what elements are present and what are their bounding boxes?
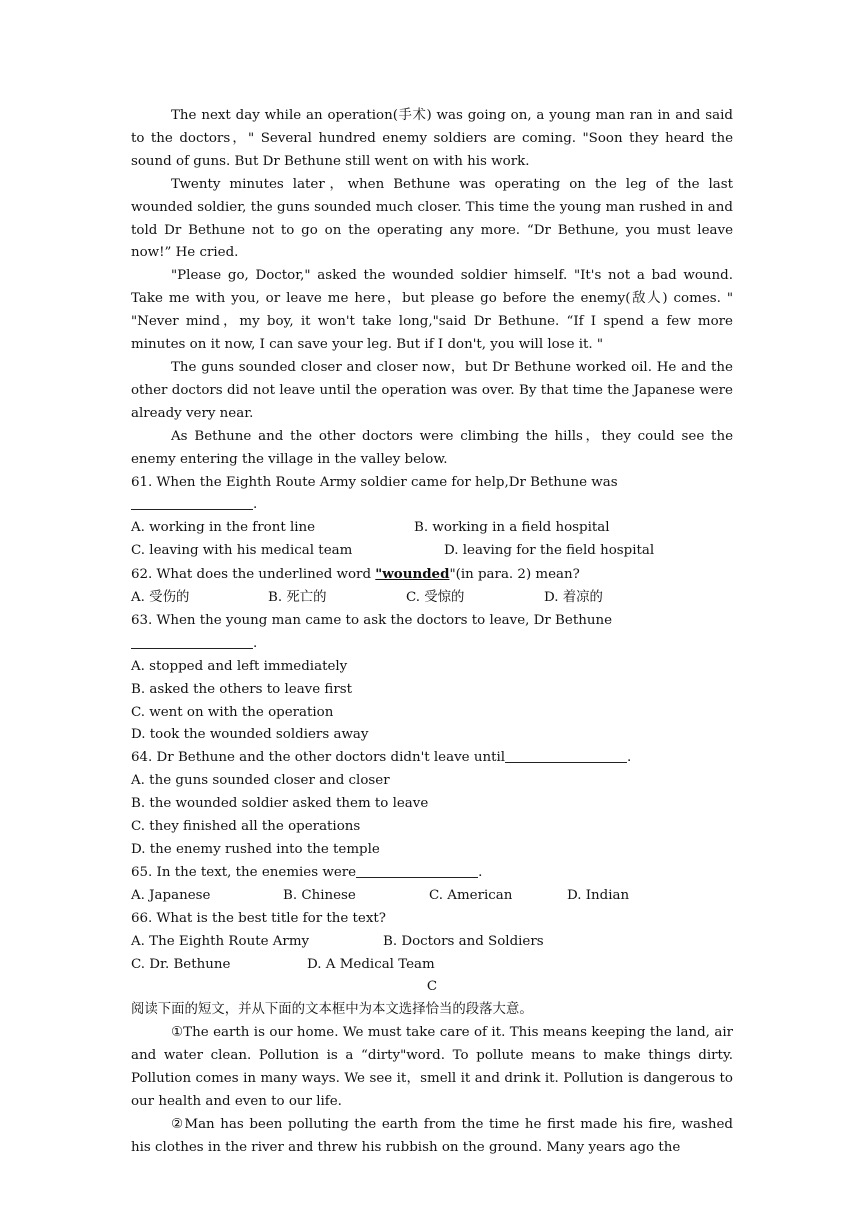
question-65 bbox=[131, 862, 733, 885]
underlined-word: "wounded bbox=[375, 566, 450, 583]
answer-blank bbox=[131, 634, 253, 649]
question-62-text-end: "(in para. 2) mean? bbox=[449, 567, 580, 583]
question-61-options-row-1 bbox=[131, 517, 733, 540]
question-66: 66. What is the best title for the text? bbox=[131, 910, 386, 926]
question-66-options-row-2 bbox=[131, 954, 733, 977]
question-65-end: . bbox=[478, 864, 483, 880]
answer-blank bbox=[356, 863, 478, 878]
option-b: B. Doctors and Soldiers bbox=[383, 933, 544, 949]
option-d: D. took the wounded soldiers away bbox=[131, 727, 369, 743]
option-a: A. the guns sounded closer and closer bbox=[131, 773, 390, 789]
option-c: C. they finished all the operations bbox=[131, 819, 361, 835]
option-c: C. American bbox=[429, 887, 513, 903]
question-62-text: 62. What does the underlined word bbox=[131, 567, 376, 583]
option-c: C. went on with the operation bbox=[131, 704, 334, 720]
question-63-end: . bbox=[253, 635, 258, 651]
passage-paragraph-4: The guns sounded closer and closer now，but Dr Bethune worked oil. He and the other doctors did not leave until the operation was over. By that time the Japanese were already very near. bbox=[131, 359, 733, 421]
passage-paragraph-3: "Please go, Doctor," asked the wounded soldier himself. "It's not a bad wound. Take me with you, or leave me here，but please go before the enemy(敌人) comes. " "Never mind，my boy, it won't take long,"said Dr Bethune. “If I spend a few more minutes on it now, I can save your leg. But if I don't, you will lose it. " bbox=[131, 268, 733, 353]
option-b: B. asked the others to leave first bbox=[131, 681, 353, 697]
passage-paragraph-2: Twenty minutes later，when Bethune was operating on the leg of the last wounded soldier, the guns sounded much closer. This time the young man rushed in and told Dr Bethune not to go on the operating any more. “Dr Bethune, you must leave now!” He cried. bbox=[131, 176, 733, 261]
question-61-text: 61. When the Eighth Route Army soldier came for help,Dr Bethune was bbox=[131, 474, 618, 490]
option-d: D. 着凉的 bbox=[544, 590, 603, 606]
option-d: D. Indian bbox=[567, 887, 630, 903]
option-a: A. stopped and left immediately bbox=[131, 658, 348, 674]
option-b: B. Chinese bbox=[283, 887, 356, 903]
option-c: C. 受惊的 bbox=[406, 590, 465, 606]
option-a: A. 受伤的 bbox=[131, 590, 190, 606]
question-65-options bbox=[131, 885, 733, 908]
question-64-text: 64. Dr Bethune and the other doctors didn't leave until bbox=[131, 750, 506, 766]
option-a: A. Japanese bbox=[131, 887, 211, 903]
section-c-paragraph-1: ①The earth is our home. We must take care of it. This means keeping the land, air and water clean. Pollution is a “dirty"word. To pollute means to make things dirty. Pollution comes in many ways. We see it，smell it and drink it. Pollution is dangerous to our health and even to our life. bbox=[131, 1025, 733, 1109]
question-61-end: . bbox=[253, 497, 258, 513]
section-label: C bbox=[426, 979, 438, 995]
section-c-paragraph-2: ②Man has been polluting the earth from the time he first made his fire, washed his clothes in the river and threw his rubbish on the ground. Many years ago the bbox=[131, 1116, 733, 1155]
question-62-options bbox=[131, 587, 733, 610]
document-page bbox=[131, 105, 733, 1160]
passage-paragraph-5: As Bethune and the other doctors were climbing the hills，they could see the enemy entering the village in the valley below. bbox=[131, 428, 733, 467]
option-a: A. The Eighth Route Army bbox=[131, 933, 310, 949]
question-63-text: 63. When the young man came to ask the doctors to leave, Dr Bethune bbox=[131, 612, 613, 628]
question-64 bbox=[131, 747, 733, 770]
question-61-options-row-2 bbox=[131, 540, 733, 563]
passage-paragraph-1: The next day while an operation(手术) was going on, a young man ran in and said to the doctors，" Several hundred enemy soldiers are coming. "Soon they heard the sound of guns. But Dr Bethune still went on with his work. bbox=[131, 108, 733, 169]
answer-blank bbox=[131, 495, 253, 510]
answer-blank bbox=[505, 748, 627, 763]
option-d: D. A Medical Team bbox=[307, 956, 435, 972]
question-66-options-row-1 bbox=[131, 931, 733, 954]
question-63 bbox=[131, 610, 733, 656]
option-d: D. the enemy rushed into the temple bbox=[131, 842, 380, 857]
option-d: D. leaving for the field hospital bbox=[444, 543, 655, 559]
option-b: B. the wounded soldier asked them to leave bbox=[131, 796, 429, 812]
option-a: A. working in the front line bbox=[131, 520, 316, 536]
question-62 bbox=[131, 563, 733, 587]
option-c: C. Dr. Bethune bbox=[131, 956, 231, 972]
question-61 bbox=[131, 472, 733, 518]
option-c: C. leaving with his medical team bbox=[131, 543, 353, 559]
option-b: B. working in a field hospital bbox=[414, 520, 610, 536]
question-65-text: 65. In the text, the enemies were bbox=[131, 864, 357, 880]
option-b: B. 死亡的 bbox=[268, 590, 327, 606]
section-instruction: 阅读下面的短文，并从下面的文本框中为本文选择恰当的段落大意。 bbox=[131, 1002, 533, 1018]
question-64-end: . bbox=[627, 750, 632, 766]
